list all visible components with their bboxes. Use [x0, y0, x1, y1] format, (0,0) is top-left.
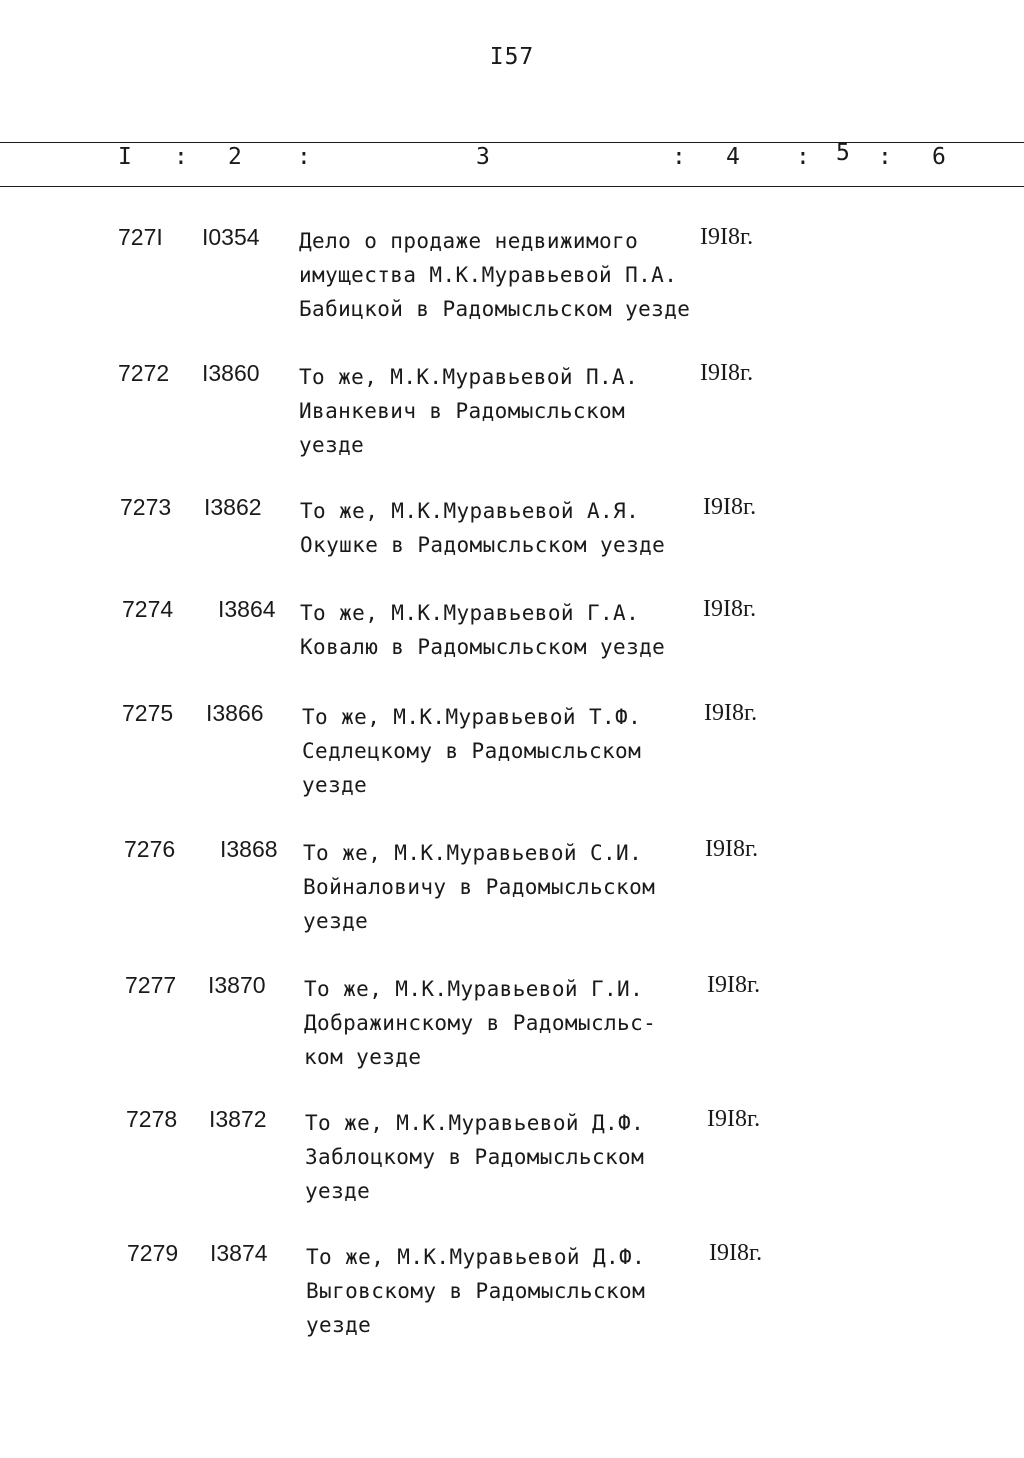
row-description	[300, 596, 720, 664]
description-line: уезде	[306, 1313, 372, 1337]
row-year: I9I8г.	[705, 836, 759, 862]
row-description	[306, 1240, 726, 1342]
row-year: I9I8г.	[704, 700, 758, 726]
description-line: Войналовичу в Радомысльском	[303, 875, 656, 899]
row-year: I9I8г.	[703, 494, 757, 520]
row-year: I9I8г.	[707, 972, 761, 998]
row-number: 727I	[118, 224, 163, 250]
description-line: Выговскому в Радомысльском	[306, 1279, 646, 1303]
description-line: То же, М.К.Муравьевой Д.Ф.	[305, 1111, 645, 1135]
row-year: I9I8г.	[707, 1106, 761, 1132]
header-separator: :	[174, 144, 188, 170]
row-code: I3870	[208, 972, 266, 998]
row-number: 7274	[122, 596, 174, 622]
row-code: I3860	[202, 360, 260, 386]
row-number: 7272	[118, 360, 170, 386]
row-description	[300, 494, 720, 562]
row-description	[305, 1106, 725, 1208]
row-code: I3866	[206, 700, 264, 726]
row-number: 7278	[126, 1106, 178, 1132]
description-line: уезде	[303, 909, 369, 933]
header-col-6: 6	[932, 144, 946, 170]
row-number: 7275	[122, 700, 174, 726]
description-line: уезде	[299, 433, 365, 457]
description-line: То же, М.К.Муравьевой А.Я.	[300, 499, 640, 523]
description-line: Бабицкой в Радомысльском уезде	[299, 297, 691, 321]
description-line: Окушке в Радомысльском уезде	[300, 533, 666, 557]
header-col-3: 3	[476, 144, 490, 170]
row-code: I3872	[209, 1106, 267, 1132]
row-number: 7273	[120, 494, 172, 520]
row-year: I9I8г.	[709, 1240, 763, 1266]
description-line: уезде	[302, 773, 368, 797]
description-line: Седлецкому в Радомысльском	[302, 739, 642, 763]
description-line: То же, М.К.Муравьевой П.А.	[299, 365, 639, 389]
header-separator: :	[297, 144, 311, 170]
row-year: I9I8г.	[700, 360, 754, 386]
row-code: I0354	[202, 224, 260, 250]
header-col-4: 4	[726, 144, 740, 170]
description-line: уезде	[305, 1179, 371, 1203]
row-year: I9I8г.	[700, 224, 754, 250]
row-description	[302, 700, 722, 802]
table-header-rule-bottom	[0, 186, 1024, 187]
table-header-rule-top	[0, 142, 1024, 143]
row-description	[299, 360, 719, 462]
header-separator: :	[796, 144, 810, 170]
row-description	[303, 836, 723, 938]
header-col-1: I	[118, 144, 132, 170]
description-line: Ковалю в Радомысльском уезде	[300, 635, 666, 659]
description-line: Дображинскому в Радомысльс-	[304, 1011, 657, 1035]
header-col-5: 5	[836, 140, 850, 166]
header-col-2: 2	[228, 144, 242, 170]
description-line: ком уезде	[304, 1045, 422, 1069]
description-line: Иванкевич в Радомысльском	[299, 399, 626, 423]
row-number: 7277	[125, 972, 177, 998]
description-line: То же, М.К.Муравьевой Д.Ф.	[306, 1245, 646, 1269]
row-code: I3868	[220, 836, 278, 862]
description-line: То же, М.К.Муравьевой С.И.	[303, 841, 643, 865]
row-year: I9I8г.	[703, 596, 757, 622]
row-number: 7279	[127, 1240, 179, 1266]
description-line: имущества М.К.Муравьевой П.А.	[299, 263, 678, 287]
description-line: То же, М.К.Муравьевой Т.Ф.	[302, 705, 642, 729]
row-description	[299, 224, 719, 326]
description-line: То же, М.К.Муравьевой Г.А.	[300, 601, 640, 625]
row-number: 7276	[124, 836, 176, 862]
description-line: Дело о продаже недвижимого	[299, 229, 639, 253]
row-description	[304, 972, 724, 1074]
page-number: I57	[489, 44, 535, 70]
row-code: I3874	[210, 1240, 268, 1266]
description-line: Заблоцкому в Радомысльском	[305, 1145, 645, 1169]
row-code: I3862	[204, 494, 262, 520]
description-line: То же, М.К.Муравьевой Г.И.	[304, 977, 644, 1001]
header-separator: :	[672, 144, 686, 170]
header-separator: :	[878, 144, 892, 170]
row-code: I3864	[218, 596, 276, 622]
